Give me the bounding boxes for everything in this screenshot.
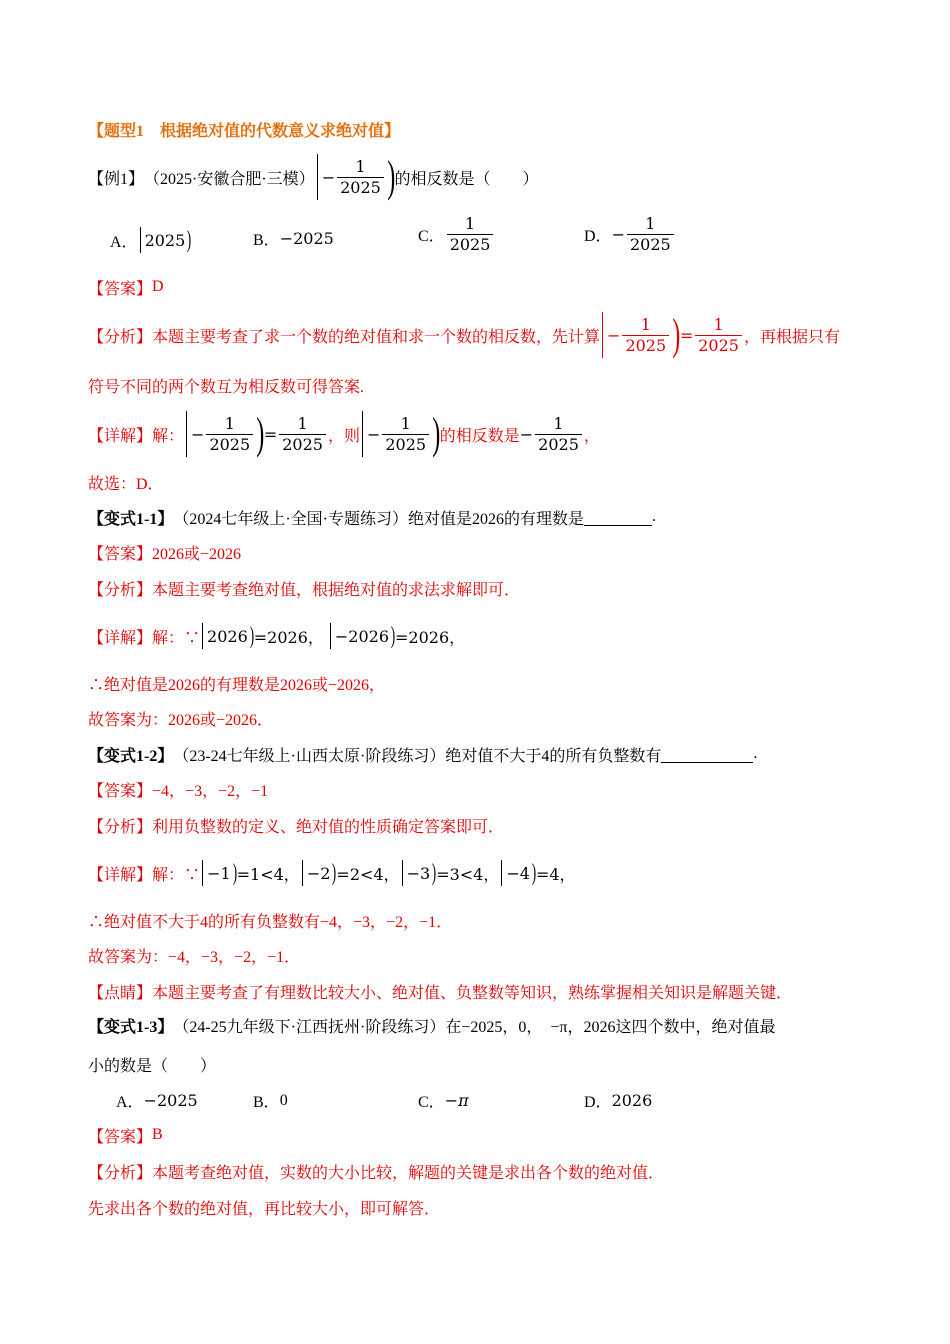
example-1-stem [88,152,539,201]
example-1-stem-tail: 的相反数是（ ） [394,170,539,188]
section-title: 【题型1 根据绝对值的代数意义求绝对值】 [88,122,401,140]
abs-result: =4， [535,864,576,884]
abs-close: ) [387,152,396,201]
answer-tag: 【答案】 [88,545,153,563]
minus-sign: − [607,325,621,345]
abs-close: ) [432,409,441,458]
option-c-label: C． [418,228,445,245]
variant-label: 【变式1-2】 [88,747,174,765]
option-d [584,1089,652,1112]
option-d [584,216,676,253]
variant-1-2-line2: ∴绝对值不大于4的所有负整数有−4，−3，−2，−1． [88,913,453,931]
variant-1-2-stem [88,743,757,765]
variant-1-1-line3: 故答案为：2026或−2026． [88,711,274,729]
abs-value: −4 [506,863,530,883]
minus-sign: − [519,424,534,444]
analysis-text: 利用负整数的定义、绝对值的性质确定答案即可． [152,818,505,836]
answer-value: B [152,1126,163,1143]
abs-result: =2026， [253,627,324,647]
abs-value: −2 [306,863,331,883]
option-a-value: 2025 [144,230,186,250]
fraction-denominator: 2025 [279,434,326,453]
abs-value: −1 [207,863,231,883]
comment-text: 本题主要考查了有理数比较大小、绝对值、负整数等知识，熟练掌握相关知识是解题关键． [152,984,793,1002]
variant-1-2-answer [88,778,268,800]
fraction-denominator: 2025 [337,177,384,196]
fraction-numerator: 1 [355,156,366,176]
variant-1-3-analysis [88,1160,664,1182]
analysis-tag: 【分析】 [88,818,153,836]
equals-sign: = [263,424,278,444]
example-1-analysis [88,310,840,359]
minus-sign: − [191,424,205,444]
option-c [418,1089,469,1112]
abs-result: =3<4， [436,864,500,884]
abs-close: ) [531,860,537,886]
variant-1-1-line2: ∴绝对值是2026的有理数是2026或−2026， [88,676,386,694]
abs-expression [202,623,248,649]
fraction-numerator: 1 [464,214,476,233]
fraction [279,413,326,454]
analysis-text: ，再根据只有 [743,328,840,346]
minus-sign: − [366,424,381,444]
variant-label: 【变式1-1】 [88,510,174,528]
analysis-text: 本题考查绝对值，实数的大小比较，解题的关键是求出各个数的绝对值． [152,1164,665,1182]
variant-stem-text: （2024七年级上·全国·专题练习）绝对值是2026的有理数是 [173,510,585,528]
analysis-tag: 【分析】 [88,581,153,599]
abs-close: ) [431,860,437,886]
analysis-tag: 【分析】 [88,328,153,346]
variant-1-2-comment [88,980,792,1002]
answer-tag: 【答案】 [88,280,153,298]
fraction-numerator: 1 [553,413,564,433]
equals-sign: = [679,325,694,345]
example-1-source: （2025·安徽合肥·三模） [144,170,315,188]
detail-text: 解：∵ [152,629,201,647]
answer-blank [584,509,652,526]
abs-value: −3 [406,863,431,883]
fraction [535,413,582,454]
fraction [382,413,429,454]
abs-close: ) [232,860,237,886]
minus-sign: − [611,225,625,244]
option-c [418,216,495,253]
example-1-answer [88,276,164,298]
abs-expression [501,860,530,886]
abs-close: ) [390,623,396,649]
variant-stem-text: （23-24七年级上·山西太原·阶段练习）绝对值不大于4的所有负整数有 [173,747,662,765]
abs-result: =1<4， [236,864,300,884]
abs-expression [202,860,231,886]
option-a [116,1089,198,1112]
example-1-label: 【例1】 [88,170,145,188]
variant-1-2-analysis [88,814,504,836]
detail-text: 解： [152,427,185,445]
fraction-numerator: 1 [640,314,651,334]
abs-close: ) [256,409,265,458]
detail-text: 的相反数是 [439,427,520,445]
abs-value: 2026 [207,626,248,646]
detail-text: 解：∵ [152,866,201,884]
variant-1-1-detail [88,625,465,647]
stem-end: . [652,508,657,525]
variant-1-2-detail [88,862,576,884]
option-a-label: A． [110,233,138,251]
option-d-fraction [627,216,674,253]
option-b-value: 0 [279,1091,288,1109]
detail-tag: 【详解】 [88,629,153,647]
abs-expression [302,860,331,886]
example-1-conclusion: 故选：D． [88,475,164,493]
abs-expression [362,411,431,457]
answer-tag: 【答案】 [88,782,153,800]
detail-tag: 【详解】 [88,427,153,445]
answer-value: 2026或−2026 [152,545,242,563]
fraction-denominator: 2025 [206,434,253,453]
variant-1-3-answer [88,1124,163,1146]
fraction-numerator: 1 [297,413,308,433]
abs-result: =2026， [395,627,466,647]
option-a-value: −2025 [143,1091,198,1110]
fraction [622,314,669,355]
fraction-denominator: 2025 [695,335,742,354]
variant-1-1-analysis [88,577,520,599]
abs-expression [402,860,431,886]
abs-close: ) [672,310,681,359]
analysis-text: 本题主要考查了求一个数的绝对值和求一个数的相反数，先计算 [152,328,601,346]
abs-value: −2026 [334,626,390,646]
comment-tag: 【点睛】 [88,984,153,1002]
fraction-numerator: 1 [645,214,656,233]
abs-close: ) [332,860,337,886]
option-a [110,227,191,253]
answer-value: D [152,278,164,295]
abs-close: ) [187,227,192,253]
analysis-text: 本题主要考查绝对值，根据绝对值的求法求解即可． [152,581,521,599]
variant-1-3-stem-cont: 小的数是（ ） [88,1057,217,1075]
fraction-denominator: 2025 [535,434,582,453]
variant-stem-text: （24-25九年级下·江西抚州·阶段练习）在−2025，0， −π，2026这四个数中，绝对值最 [173,1018,776,1036]
fraction-denominator: 2025 [622,335,669,354]
option-d-label: D． [584,228,612,245]
variant-1-3-stem [88,1014,775,1036]
abs-expression [330,623,389,649]
option-a-label: A． [116,1094,144,1111]
option-c-fraction [447,216,494,253]
fraction [206,413,253,454]
variant-1-1-stem [88,506,656,528]
variant-1-1-answer [88,541,241,563]
variant-1-2-line3: 故答案为：−4，−3，−2，−1． [88,948,301,966]
option-b-label: B． [253,232,280,249]
option-b-value: −2025 [279,229,334,248]
stem-end: . [753,745,758,762]
answer-value: −4，−3，−2，−1 [152,782,269,800]
fraction-denominator: 2025 [382,434,429,453]
abs-expression [602,312,671,358]
option-d-value: 2026 [611,1091,653,1110]
option-c-label: C． [418,1094,445,1111]
fraction [337,156,384,197]
variant-1-3-analysis-cont: 先求出各个数的绝对值，再比较大小，即可解答． [88,1200,441,1218]
fraction [695,314,742,355]
option-b [253,227,334,250]
answer-tag: 【答案】 [88,1128,153,1146]
detail-text: ， [583,427,600,445]
variant-label: 【变式1-3】 [88,1018,174,1036]
fraction-numerator: 1 [713,314,724,334]
analysis-tag: 【分析】 [88,1164,153,1182]
abs-expression [317,154,386,200]
example-1-analysis-cont: 符号不同的两个数互为相反数可得答案. [88,378,365,396]
abs-close: ) [249,623,254,649]
option-a-abs [140,227,186,253]
fraction-denominator: 2025 [447,234,494,253]
option-b [253,1089,288,1112]
detail-text: ，则 [327,427,360,445]
abs-result: =2<4， [336,864,400,884]
option-c-value: −π [444,1091,469,1110]
answer-blank [661,746,753,763]
fraction-denominator: 2025 [627,234,674,253]
fraction-numerator: 1 [224,413,235,433]
minus-sign: − [321,167,336,187]
option-d-label: D． [584,1094,612,1111]
option-b-label: B． [253,1094,280,1111]
fraction-numerator: 1 [400,413,411,433]
abs-expression [186,411,255,457]
example-1-detail [88,409,600,458]
detail-tag: 【详解】 [88,866,153,884]
